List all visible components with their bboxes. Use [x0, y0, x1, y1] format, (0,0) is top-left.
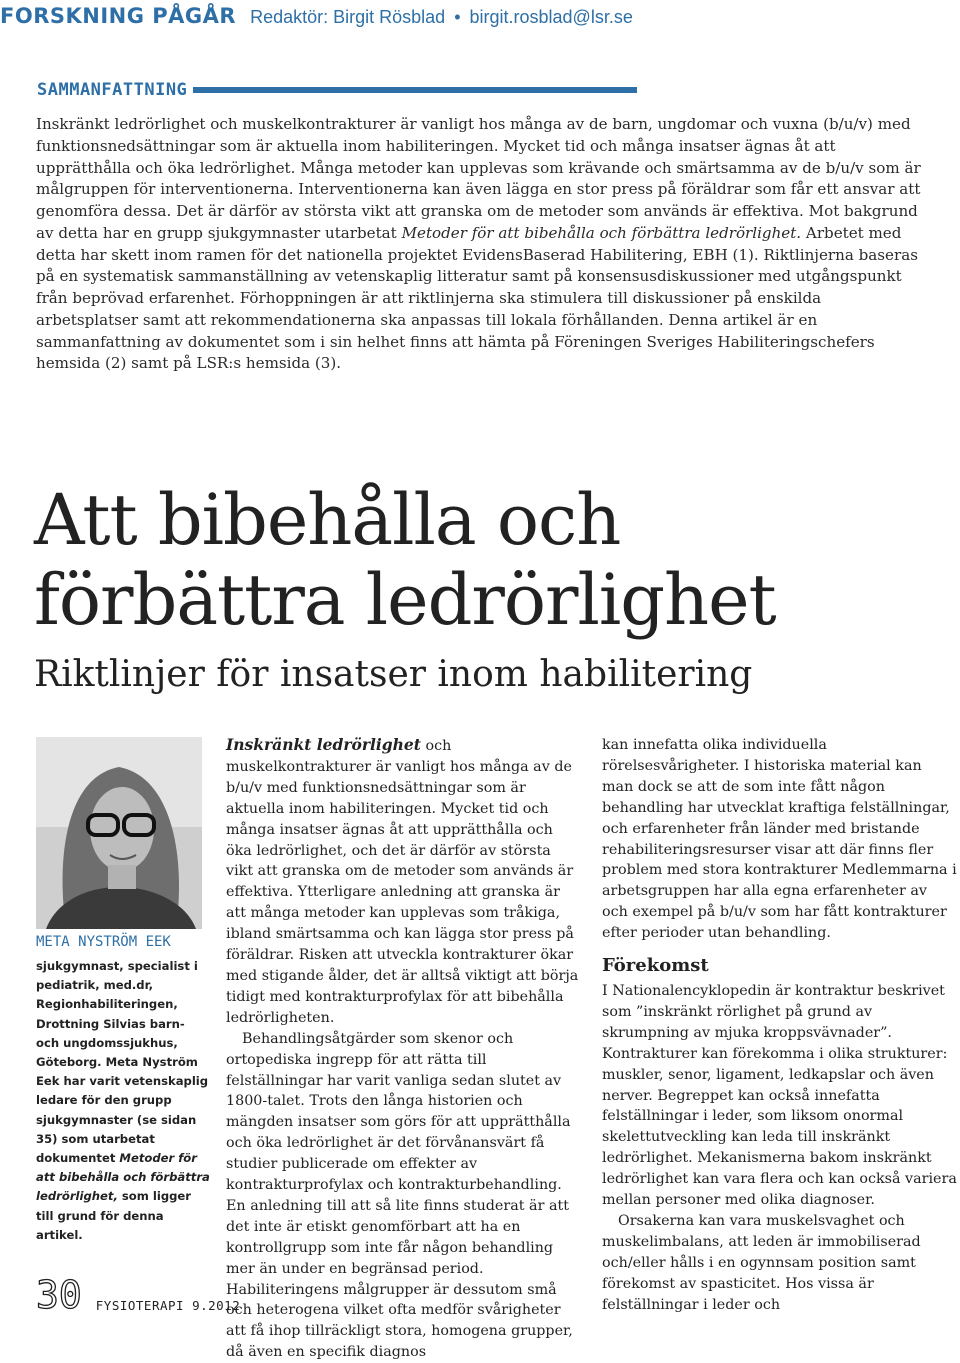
- body-column-middle: [226, 735, 581, 1363]
- body-column-right: [602, 735, 957, 1315]
- summary-doc-title: Metoder för att bibehålla och förbättra ledrörlighet.: [401, 223, 802, 242]
- author-bio-doc-title: Metoder för att bibehålla och förbättra ledrörlighet,: [36, 1151, 210, 1204]
- summary-rule: [193, 87, 637, 93]
- section-heading: Förekomst: [602, 955, 709, 977]
- separator-dot: •: [454, 7, 461, 27]
- editor-email: birgit.rosblad@lsr.se: [469, 7, 633, 27]
- title-line-1: Att bibehålla och: [34, 479, 621, 561]
- summary-body: [36, 114, 926, 375]
- summary-text-end: Arbetet med detta har skett inom ramen för det nationella projektet EvidensBaserad Habilitering, EBH (1). Riktlinjerna baseras på en systematisk sammanställning av vetenskaplig litteratur samt på konsensusdiskussioner med utgångspunkt från beprövad erfarenhet. Förhoppningen är att riktlinjerna ska stimulera till diskussioner på enskilda arbetsplatser samt att rekommendationerna ska anpassas till lokala förhållanden. Denna artikel är en sammanfattning av dokumentet som i sin helhet finns att hämta på Föreningen Sveriges Habiliteringschefers hemsida (2) samt på LSR:s hemsida (3).: [36, 223, 918, 373]
- paragraph: Orsakerna kan vara muskelsvaghet och muskelimbalans, att leden är immobiliserad och/eller hålls i en ogynnsam position samt förekomst av spasticitet. Hos vissa är felställningar i leder och: [602, 1212, 921, 1313]
- page-header: [0, 4, 633, 34]
- page-number: 30: [36, 1273, 82, 1317]
- author-bio: [36, 957, 211, 1245]
- paragraph: Behandlingsåtgärder som skenor och ortopediska ingrepp för att rätta till felställningar har varit vanliga sedan slutet av 1800-talet. Trots den långa historien och mängden insatser som görs för att upprätthålla och öka ledrörlighet är det förvånansvärt få studier publicerade om effekter av kontrakturprofylax och kontrakturbehandling. En anledning till att så lite finns studerat är att det inte är etiskt genomförbart att ha en kontrollgrupp som inte får någon behandling mer än under en begränsad period. Habiliteringens målgrupper är dessutom små och heterogena vilket ofta medför svårigheter att få ihop tillräckligt stora, homogena grupper, då även en specifik diagnos: [226, 1030, 573, 1361]
- page-footer: [36, 1273, 241, 1317]
- publication-name: FYSIOTERAPI 9.2012: [95, 1298, 241, 1313]
- paragraph: I Nationalencyklopedin är kontraktur beskrivet som ”inskränkt rörlighet på grund av skrumpning av mjuka kroppsvävnader”. Kontrakturer kan förekomma i olika strukturer: muskler, senor, ligament, ledkapslar och även nerver. Begreppet kan också innefatta felställningar i leder, som liksom onormal skelettutveckling kan leda till inskränkt ledrörlighet. Mekanismerna bakom inskränkt ledrörlighet kan vara flera och kan också variera mellan personer med olika diagnoser.: [602, 982, 957, 1209]
- summary-text-start: Inskränkt ledrörlighet och muskelkontrakturer är vanligt hos många av de barn, ungdomar och vuxna (b/u/v) med funktionsnedsättningar som är aktuella inom habiliteringen. Mycket tid och många insatser ägnas åt att upprätthålla och öka ledrörlighet. Många metoder kan upplevas som krävande och smärtsamma av de b/u/v som är målgruppen för interventionerna. Interventionerna kan även lägga en stor press på föräldrar som får ett ansvar att genomföra dessa. Det är därför av största vikt att granska om de metoder som används är effektiva. Mot bakgrund av detta har en grupp sjukgymnaster utarbetat: [36, 115, 921, 242]
- article-subtitle: Riktlinjer för insatser inom habilitering: [34, 654, 753, 695]
- title-line-2: förbättra ledrörlighet: [34, 559, 776, 641]
- editor-name: Redaktör: Birgit Rösblad: [250, 7, 446, 27]
- author-bio-start: sjukgymnast, specialist i pediatrik, med.dr, Regionhabiliteringen, Drottning Silvias barn- och ungdomssjukhus, Göteborg. Meta Nyström Eek har varit vetenskaplig ledare för den grupp sjukgymnaster (se sidan 35) som utarbetat dokumentet: [36, 959, 209, 1166]
- summary-heading: [37, 80, 637, 100]
- author-photo: [36, 737, 202, 929]
- paragraph: [226, 735, 581, 1029]
- author-box: [36, 934, 211, 1245]
- lead-phrase: Inskränkt ledrörlighet: [226, 735, 421, 754]
- author-portrait-image: [36, 737, 202, 929]
- summary-label: SAMMANFATTNING: [37, 80, 188, 100]
- article-title: [34, 480, 776, 640]
- paragraph-text: och muskelkontrakturer är vanligt hos många av de b/u/v med funktionsnedsättningar som är aktuella inom habiliteringen. Mycket tid och många insatser ägnas åt att upprätthålla och öka ledrörlighet, och det är därför av största vikt att granska om de metoder som används är effektiva. Ytterligare anledning att granska är att många metoder kan upplevas som tråkiga, ibland smärtsamma och kan lägga stor press på föräldrar. Risken att utveckla kontrakturer ökar med stigande ålder, det är alltså viktigt att börja tidigt med kontrakturprofylax för att bibehålla ledrörligheten.: [226, 738, 579, 1026]
- author-bio-end: som ligger till grund för denna artikel.: [36, 1189, 192, 1242]
- author-name: META NYSTRÖM EEK: [36, 934, 171, 950]
- section-title: FORSKNING PÅGÅR: [0, 4, 237, 28]
- paragraph: kan innefatta olika individuella rörelsesvårigheter. I historiska material kan man dock se att de som inte fått någon behandling har utvecklat kraftiga felställningar, och erfarenheter från länder med bristande rehabiliteringsresurser visar att där finns fler problem med stora kontrakturer Medlemmarna i arbetsgruppen har alla egna erfarenheter av och exempel på b/u/v som har fått kontrakturer efter perioder utan behandling.: [602, 737, 957, 942]
